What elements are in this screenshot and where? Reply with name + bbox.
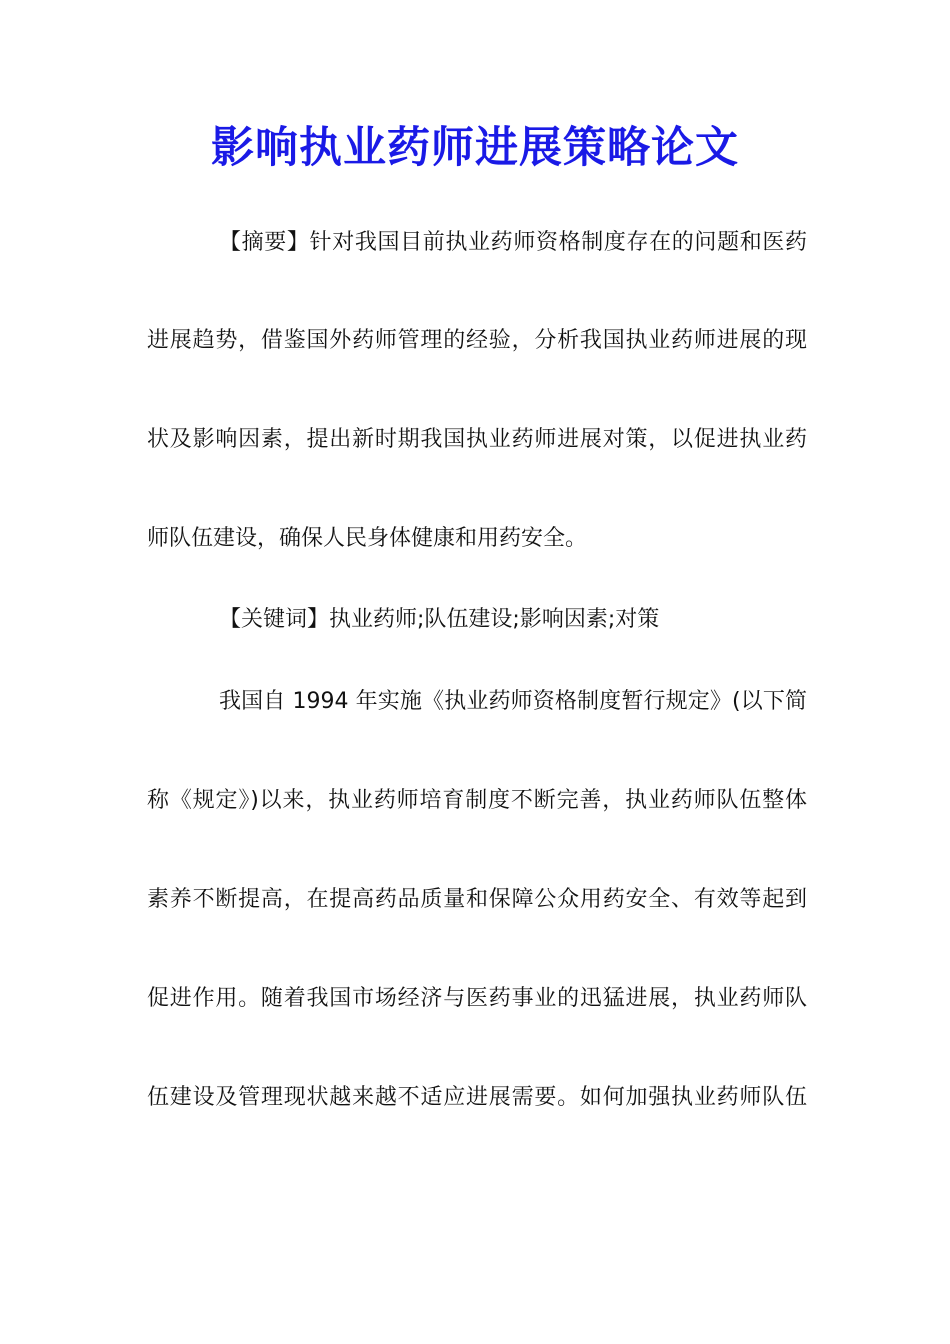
- abstract-line-4: 师队伍建设，确保人民身体健康和用药安全。: [147, 526, 588, 551]
- document-title: 影响执业药师进展策略论文: [211, 123, 739, 173]
- abstract-line-1: 【摘要】针对我国目前执业药师资格制度存在的问题和医药: [219, 230, 807, 255]
- abstract-line-2: 进展趋势，借鉴国外药师管理的经验，分析我国执业药师进展的现: [147, 328, 807, 353]
- body-line-2: 称《规定》)以来，执业药师培育制度不断完善，执业药师队伍整体: [147, 788, 807, 813]
- body-line-1: 我国自 1994 年实施《执业药师资格制度暂行规定》(以下简: [219, 689, 807, 714]
- body-line-3: 素养不断提高，在提高药品质量和保障公众用药安全、有效等起到: [147, 887, 807, 912]
- body-line-5: 伍建设及管理现状越来越不适应进展需要。如何加强执业药师队伍: [147, 1085, 807, 1110]
- keywords-line: 【关键词】执业药师;队伍建设;影响因素;对策: [219, 607, 660, 632]
- body-line-4: 促进作用。随着我国市场经济与医药事业的迅猛进展，执业药师队: [147, 986, 807, 1011]
- abstract-line-3: 状及影响因素，提出新时期我国执业药师进展对策，以促进执业药: [147, 427, 807, 452]
